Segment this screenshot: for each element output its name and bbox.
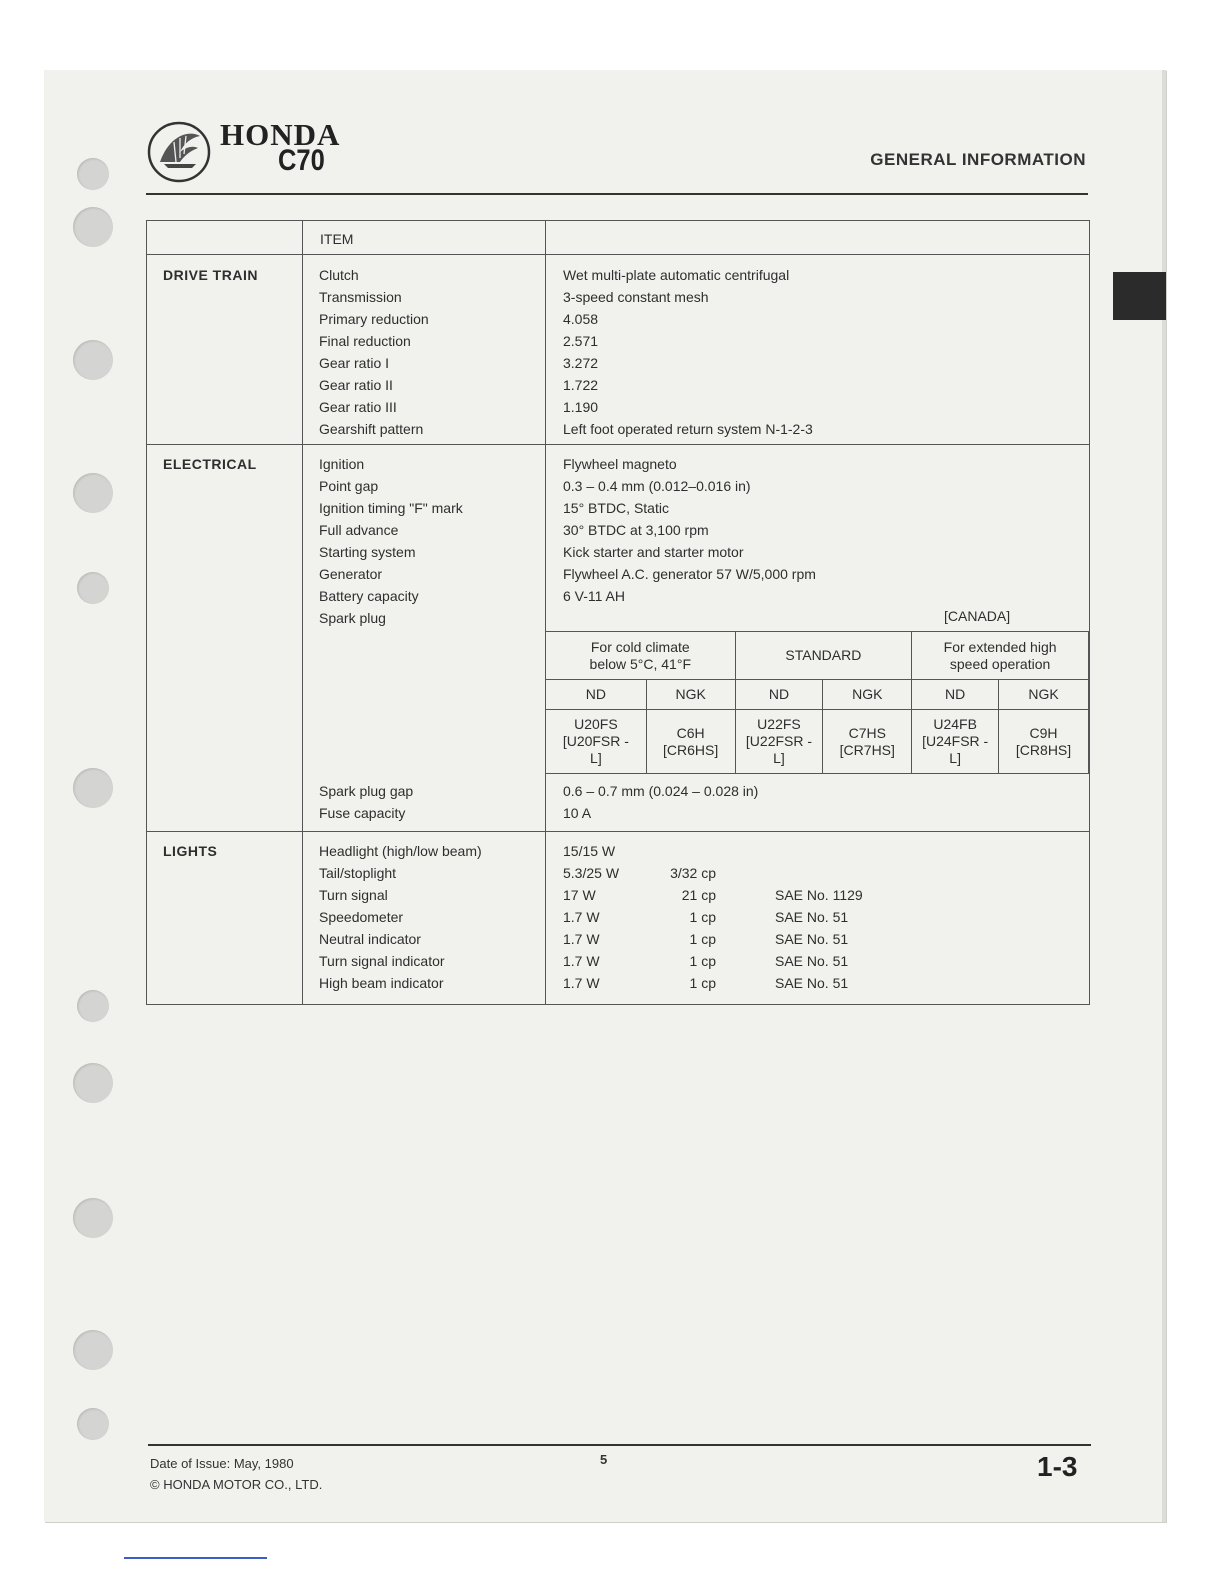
binder-hole	[77, 572, 109, 604]
table-row-divider	[146, 254, 1089, 255]
binder-hole	[73, 340, 113, 380]
item-label: Final reduction	[319, 333, 411, 349]
item-value: 10 A	[563, 805, 592, 821]
brand-name: HONDA	[220, 117, 341, 152]
item-value: 3-speed constant mesh	[563, 289, 709, 305]
cp-value: 3/32 cp	[670, 865, 716, 881]
item-label: Primary reduction	[319, 311, 429, 327]
electrical-items-after	[319, 780, 413, 824]
section-tab-marker	[1113, 272, 1166, 320]
spark-group-header	[546, 632, 736, 680]
item-label: Ignition timing "F" mark	[319, 500, 463, 516]
sae-value	[775, 862, 863, 884]
item-value: Flywheel magneto	[563, 456, 677, 472]
item-label: Gearshift pattern	[319, 421, 424, 437]
watt-value: 17 W	[563, 887, 596, 903]
spark-plug-code: C6H [CR6HS]	[663, 724, 719, 758]
page-number: 1-3	[1037, 1451, 1078, 1482]
item-value: 1.722	[563, 377, 599, 393]
drive-train-items	[319, 264, 429, 440]
electrical-values-after	[563, 780, 758, 824]
lights-cp	[660, 840, 716, 994]
item-value: 4.058	[563, 311, 599, 327]
item-label: Spark plug	[319, 610, 386, 626]
item-label: Gear ratio I	[319, 355, 390, 371]
item-label: Turn signal	[319, 887, 388, 903]
sae-value: SAE No. 51	[775, 909, 849, 925]
watt-value: 5.3/25 W	[563, 865, 620, 881]
item-label: Clutch	[319, 267, 359, 283]
cp-value: 1 cp	[689, 931, 716, 947]
category-lights: LIGHTS	[163, 843, 218, 859]
item-label: Generator	[319, 566, 383, 582]
spark-plug-table	[545, 631, 1089, 774]
sae-value: SAE No. 51	[775, 931, 849, 947]
region-note: [CANADA]	[944, 608, 1011, 624]
spark-plug-cell	[912, 710, 999, 774]
footer-rule	[148, 1444, 1091, 1446]
spark-group-cold: For cold climate below 5°C, 41°F	[589, 638, 691, 672]
electrical-values	[563, 453, 816, 607]
item-column-header: ITEM	[320, 231, 354, 247]
spark-brand-cell: ND	[546, 680, 647, 710]
item-value: 0.3 – 0.4 mm (0.012–0.016 in)	[563, 478, 751, 494]
lights-watts	[563, 840, 619, 994]
item-value: 1.190	[563, 399, 599, 415]
electrical-items	[319, 453, 463, 629]
binder-hole	[77, 158, 109, 190]
binder-hole	[73, 473, 113, 513]
spark-brand-cell: NGK	[999, 680, 1089, 710]
spark-plug-cell	[735, 710, 823, 774]
item-value: 0.6 – 0.7 mm (0.024 – 0.028 in)	[563, 783, 759, 799]
cp-value: 21 cp	[681, 887, 716, 903]
header-rule	[146, 193, 1088, 195]
item-label: Tail/stoplight	[319, 865, 397, 881]
spark-plug-code: U20FS [U20FSR -L]	[562, 716, 629, 766]
item-label: Gear ratio II	[319, 377, 393, 393]
item-value: 15° BTDC, Static	[563, 500, 669, 516]
sae-value: SAE No. 51	[775, 953, 849, 969]
item-value: Left foot operated return system N-1-2-3	[563, 421, 813, 437]
spark-plug-cell	[546, 710, 647, 774]
model-name: C70	[278, 144, 325, 177]
spark-plug-cell	[999, 710, 1089, 774]
copyright: © HONDA MOTOR CO., LTD.	[150, 1477, 323, 1492]
honda-wing-logo	[146, 118, 212, 184]
issue-date: Date of Issue: May, 1980	[150, 1456, 294, 1471]
item-label: Turn signal indicator	[319, 953, 445, 969]
sae-value: SAE No. 1129	[775, 887, 863, 903]
item-label: Battery capacity	[319, 588, 419, 604]
lights-sae	[775, 840, 863, 994]
spark-group-standard: STANDARD	[785, 647, 862, 663]
item-value: 2.571	[563, 333, 599, 349]
watt-value: 1.7 W	[563, 953, 600, 969]
sae-value	[775, 840, 863, 862]
table-column-divider	[545, 220, 546, 1004]
item-label: Gear ratio III	[319, 399, 397, 415]
cp-value: 1 cp	[689, 909, 716, 925]
item-label: Full advance	[319, 522, 399, 538]
item-value: 30° BTDC at 3,100 rpm	[563, 522, 709, 538]
spark-plug-code: U22FS [U22FSR -L]	[745, 716, 813, 766]
item-label: Fuse capacity	[319, 805, 406, 821]
spark-group-header	[912, 632, 1089, 680]
spark-plug-code: C9H [CR8HS]	[1015, 724, 1072, 758]
cp-value: 1 cp	[689, 975, 716, 991]
item-value: 3.272	[563, 355, 599, 371]
binder-hole	[73, 207, 113, 247]
spark-plug-code: U24FB [U24FSR -L]	[922, 716, 989, 766]
binder-hole	[77, 1408, 109, 1440]
binder-hole	[73, 1198, 113, 1238]
category-electrical: ELECTRICAL	[163, 456, 257, 472]
table-row-divider	[146, 831, 1089, 832]
item-label: Headlight (high/low beam)	[319, 843, 482, 859]
spark-brand-cell: ND	[735, 680, 823, 710]
item-value: Wet multi-plate automatic centrifugal	[563, 267, 790, 283]
link-underline	[124, 1557, 267, 1559]
item-label: Point gap	[319, 478, 379, 494]
spark-plug-cell	[646, 710, 735, 774]
drive-train-values	[563, 264, 813, 440]
item-label: Starting system	[319, 544, 416, 560]
spark-group-high-speed: For extended high speed operation	[943, 638, 1057, 672]
cp-value: 1 cp	[689, 953, 716, 969]
watt-value: 15/15 W	[563, 843, 616, 859]
item-label: Neutral indicator	[319, 931, 421, 947]
item-label: High beam indicator	[319, 975, 444, 991]
sae-value: SAE No. 51	[775, 975, 849, 991]
category-drive-train: DRIVE TRAIN	[163, 267, 258, 283]
item-label: Ignition	[319, 456, 365, 472]
watt-value: 1.7 W	[563, 931, 600, 947]
item-label: Transmission	[319, 289, 402, 305]
item-value: 6 V-11 AH	[563, 588, 626, 604]
binder-hole	[73, 1063, 113, 1103]
spark-group-header	[735, 632, 912, 680]
center-page-number: 5	[600, 1452, 608, 1467]
lights-items	[319, 840, 482, 994]
spark-plug-code: C7HS [CR7HS]	[839, 724, 895, 758]
spark-brand-cell: NGK	[646, 680, 735, 710]
item-value: Flywheel A.C. generator 57 W/5,000 rpm	[563, 566, 816, 582]
table-column-divider	[302, 220, 303, 1004]
binder-hole	[73, 1330, 113, 1370]
spark-brand-cell: NGK	[823, 680, 912, 710]
spark-brand-cell: ND	[912, 680, 999, 710]
watt-value: 1.7 W	[563, 975, 600, 991]
spark-plug-cell	[823, 710, 912, 774]
watt-value: 1.7 W	[563, 909, 600, 925]
table-row-divider	[146, 444, 1089, 445]
binder-hole	[77, 990, 109, 1022]
binder-hole	[73, 768, 113, 808]
cp-value	[660, 840, 716, 862]
item-value: Kick starter and starter motor	[563, 544, 744, 560]
item-label: Speedometer	[319, 909, 404, 925]
section-title: GENERAL INFORMATION	[870, 150, 1086, 169]
item-label: Spark plug gap	[319, 783, 414, 799]
